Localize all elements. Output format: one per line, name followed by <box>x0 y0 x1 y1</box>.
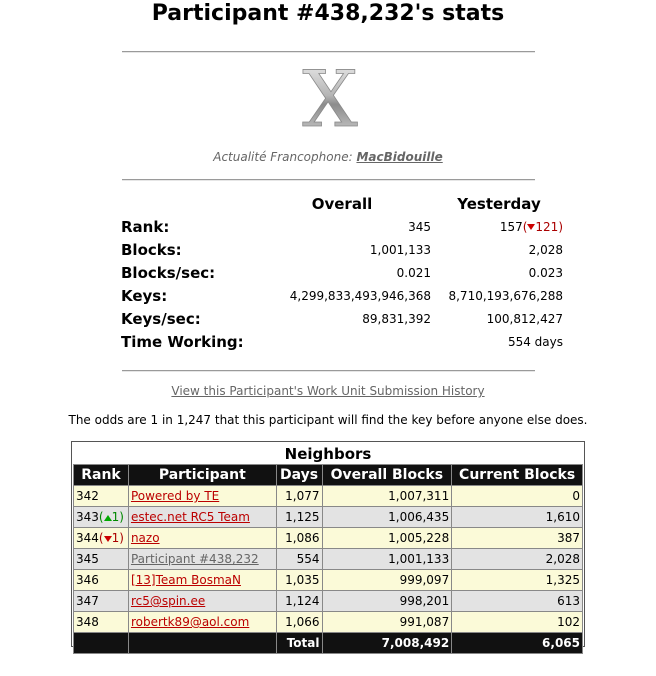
neighbor-current-blocks: 102 <box>452 612 583 633</box>
yesterday-header: Yesterday <box>457 194 541 213</box>
participant-link[interactable]: rc5@spin.ee <box>130 594 206 608</box>
neighbor-rank: 344( 1) <box>74 528 129 549</box>
participant-link[interactable]: estec.net RC5 Team <box>130 510 250 524</box>
table-row <box>74 591 583 612</box>
total-current: 6,065 <box>452 633 583 654</box>
keys-sec-row <box>118 307 565 330</box>
team-link[interactable]: MacBidouille <box>356 150 443 164</box>
neighbor-current-blocks: 2,028 <box>452 549 583 570</box>
neighbor-overall-blocks: 998,201 <box>322 591 452 612</box>
col-days: Days <box>276 465 322 486</box>
col-current-blocks: Current Blocks <box>452 465 583 486</box>
table-row <box>74 486 583 507</box>
neighbor-rank: 342 <box>74 486 129 507</box>
divider-top <box>122 51 535 53</box>
divider-bottom <box>122 370 535 372</box>
submission-history-link[interactable]: View this Participant's Work Unit Submission History <box>171 384 485 398</box>
neighbor-days: 1,035 <box>276 570 322 591</box>
team-affiliation <box>0 150 656 164</box>
divider-middle <box>122 179 535 181</box>
table-row <box>74 549 583 570</box>
neighbor-participant <box>128 507 276 528</box>
neighbor-participant <box>128 528 276 549</box>
neighbor-days: 554 <box>276 549 322 570</box>
rank-up-icon <box>104 515 112 521</box>
time-working-row <box>118 330 565 353</box>
blocks-sec-row <box>118 261 565 284</box>
keys-sec-overall: 89,831,392 <box>362 311 431 326</box>
participant-link[interactable]: Powered by TE <box>130 489 220 503</box>
stats-table <box>118 190 565 353</box>
neighbor-participant <box>128 612 276 633</box>
col-rank: Rank <box>74 465 129 486</box>
neighbor-current-blocks: 1,325 <box>452 570 583 591</box>
keys-sec-yesterday: 100,812,427 <box>486 311 563 326</box>
blocks-yesterday: 2,028 <box>528 242 563 257</box>
rank-yesterday: 157( 121) <box>499 219 563 234</box>
table-row <box>74 570 583 591</box>
table-row <box>74 612 583 633</box>
team-prefix: Actualité Francophone: <box>213 150 353 164</box>
neighbor-rank: 343( 1) <box>74 507 129 528</box>
neighbors-table <box>73 464 583 654</box>
keys-label: Keys: <box>121 286 168 305</box>
time-working-value: 554 days <box>507 334 563 349</box>
page-title: Participant #438,232's stats <box>151 1 505 26</box>
keys-yesterday: 8,710,193,676,288 <box>448 288 563 303</box>
neighbor-days: 1,066 <box>276 612 322 633</box>
blocks-sec-overall: 0.021 <box>396 265 431 280</box>
neighbor-rank: 345 <box>74 549 129 570</box>
neighbor-overall-blocks: 1,001,133 <box>322 549 452 570</box>
odds-text: The odds are 1 in 1,247 that this participant will find the key before anyone else does. <box>68 413 588 427</box>
neighbor-days: 1,077 <box>276 486 322 507</box>
neighbor-participant <box>128 549 276 570</box>
blocks-sec-yesterday: 0.023 <box>528 265 563 280</box>
neighbor-current-blocks: 613 <box>452 591 583 612</box>
neighbors-caption: Neighbors <box>284 445 372 463</box>
rank-down-icon <box>104 536 112 542</box>
rank-label: Rank: <box>121 217 170 236</box>
total-overall: 7,008,492 <box>322 633 452 654</box>
participant-link[interactable]: [13]Team BosmaN <box>130 573 241 587</box>
mac-os-x-logo <box>290 60 370 140</box>
logo-letter: X <box>302 60 358 140</box>
neighbor-days: 1,124 <box>276 591 322 612</box>
overall-header: Overall <box>311 194 373 213</box>
blocks-row <box>118 238 565 261</box>
neighbor-overall-blocks: 991,087 <box>322 612 452 633</box>
neighbor-days: 1,086 <box>276 528 322 549</box>
neighbor-participant <box>128 570 276 591</box>
neighbor-current-blocks: 387 <box>452 528 583 549</box>
rank-overall: 345 <box>408 219 431 234</box>
total-row <box>74 633 583 654</box>
table-row <box>74 507 583 528</box>
col-participant: Participant <box>128 465 276 486</box>
participant-link[interactable]: Participant #438,232 <box>130 552 259 566</box>
neighbors-panel <box>71 441 585 650</box>
neighbor-overall-blocks: 1,005,228 <box>322 528 452 549</box>
blocks-sec-label: Blocks/sec: <box>121 263 216 282</box>
time-working-label: Time Working: <box>121 332 244 351</box>
blocks-label: Blocks: <box>121 240 182 259</box>
keys-overall: 4,299,833,493,946,368 <box>289 288 431 303</box>
rank-row <box>118 215 565 238</box>
participant-link[interactable]: nazo <box>130 531 160 545</box>
neighbor-current-blocks: 1,610 <box>452 507 583 528</box>
neighbor-participant <box>128 591 276 612</box>
neighbor-days: 1,125 <box>276 507 322 528</box>
blocks-overall: 1,001,133 <box>369 242 431 257</box>
keys-row <box>118 284 565 307</box>
neighbor-rank: 348 <box>74 612 129 633</box>
neighbor-overall-blocks: 1,006,435 <box>322 507 452 528</box>
neighbor-overall-blocks: 999,097 <box>322 570 452 591</box>
participant-link[interactable]: robertk89@aol.com <box>130 615 250 629</box>
neighbor-current-blocks: 0 <box>452 486 583 507</box>
neighbor-overall-blocks: 1,007,311 <box>322 486 452 507</box>
neighbor-rank: 347 <box>74 591 129 612</box>
neighbor-participant <box>128 486 276 507</box>
table-row <box>74 528 583 549</box>
total-label: Total <box>276 633 322 654</box>
col-overall-blocks: Overall Blocks <box>322 465 452 486</box>
keys-sec-label: Keys/sec: <box>121 309 201 328</box>
neighbor-rank: 346 <box>74 570 129 591</box>
